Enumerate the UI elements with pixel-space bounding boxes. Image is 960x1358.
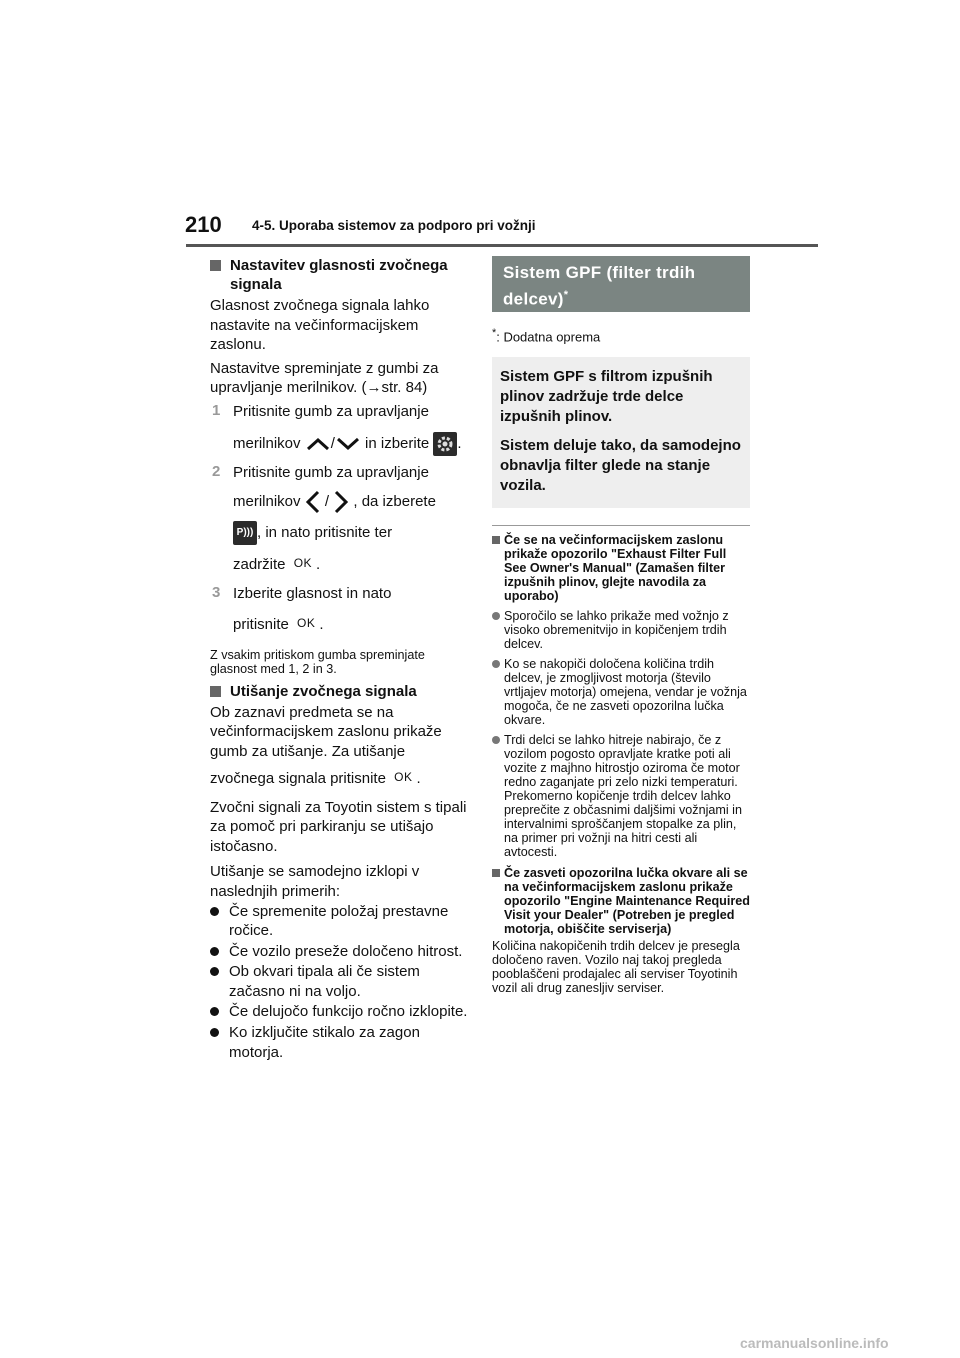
heading-volume: Nastavitev glasnosti zvočnega signala: [210, 256, 468, 294]
paragraph: Ob zaznavi predmeta se na večinformacijskem zaslonu prikaže gumb za utišanje. Za utišanje: [210, 703, 442, 760]
list-item: Če vozilo preseže določeno hitrost.: [210, 942, 468, 962]
footnote: *: Dodatna oprema: [492, 327, 601, 345]
chevron-left-icon: [305, 490, 321, 514]
square-bullet-icon: [210, 686, 221, 697]
ok-button-icon: OK: [297, 615, 316, 630]
header-rule: [186, 244, 818, 247]
right-column: [492, 256, 750, 995]
parking-sensor-icon: P))): [233, 521, 257, 545]
list-item: Če spremenite položaj prestavne ročice.: [210, 902, 468, 941]
section-banner: Sistem GPF (filter trdih delcev)*: [492, 256, 750, 312]
paragraph: Zvočni signali za Toyotin sistem s tipali za pomoč pri parkiranju se utišajo istočasno.: [210, 798, 467, 855]
list-item: Sporočilo se lahko prikaže med vožnjo z visoko obremenitvijo in kopičenjem trdih delcev.: [492, 609, 750, 651]
page-number: 210: [185, 212, 222, 237]
ok-button-icon: OK: [293, 556, 313, 571]
step-2: 2 Pritisnite gumb za upravljanje merilnikov / , da izberete P))) , in nato pritisnite ter zadržite OK .: [212, 462, 436, 574]
paragraph: Glasnost zvočnega signala lahko nastavite na večinformacijskem zaslonu.: [210, 297, 430, 354]
list-item: Ob okvari tipala ali če sistem začasno ni na voljo.: [210, 962, 468, 1001]
gear-icon: [433, 432, 457, 456]
paragraph: Utišanje se samodejno izklopi v naslednjih primerih:: [210, 863, 420, 900]
list-item: Če delujočo funkcijo ročno izklopite.: [210, 1002, 468, 1022]
list-item: Ko se nakopiči določena količina trdih delcev, je zmogljivost motorja (število vrtljajev motorja) omejena, vendar je vožnja mogoča, če ne zasveti opozorilna lučka okvare.: [492, 657, 750, 727]
watermark: carmanualsonline.info: [740, 1335, 889, 1351]
list-item: Ko izključite stikalo za zagon motorja.: [210, 1023, 468, 1062]
step-3: 3 Izberite glasnost in nato pritisnite OK .: [212, 584, 392, 633]
left-column: Nastavitev glasnosti zvočnega signala Glasnost zvočnega signala lahko nastavite na večinformacijskem zaslonu. Nastavitve spreminjate z gumbi za upravljanje merilnikov. (→str. 84) 1 Pritisnite gumb za upravljanje merilnikov / in izberite . 2 Pritisnite gumb za upravljanje merilnikov / , da izberete P))) , in nato pritisnite ter zadržite OK . 3 Izberite glasnost in nato pritisnite OK . Z vsakim pritiskom gumba spreminjate glasnost med 1, 2 in 3. Utišanje zvočnega signala Ob zaznavi predmeta se na večinformacijskem zaslonu prikaže gumb za utišanje. Za utišanje zvočnega signala pritisnite OK . Zvočni signali za Toyotin sistem s tipali za pomoč pri parkiranju se utišajo istočasno. Utišanje se samodejno izklopi v naslednjih primerih: Če spremenite položaj prestavne ročice. Če vozilo preseže določeno hitrost. Ob okvari tipala ali če sistem začasno ni na voljo. Če delujočo funkcijo ročno izklopite. Ko izključite stikalo za zagon motorja.: [210, 257, 468, 1061]
small-note: Z vsakim pritiskom gumba spreminjate glasnost med 1, 2 in 3.: [210, 647, 425, 676]
section-title: 4-5. Uporaba sistemov za podporo pri vožnji: [252, 218, 536, 233]
chevron-right-icon: [333, 490, 349, 514]
chevron-up-icon: [305, 437, 331, 451]
paragraph: Količina nakopičenih trdih delcev je presegla določeno raven. Vozilo naj takoj pregleda pooblaščeni prodajalec ali serviser Toyotinih vozil ali drug zanesljiv serviser.: [492, 939, 740, 996]
square-bullet-icon: [210, 260, 221, 271]
paragraph: Nastavitve spreminjate z gumbi za upravljanje merilnikov. (→str. 84): [210, 359, 439, 397]
heading-engine-warning: Če zasveti opozorilna lučka okvare ali se na večinformacijskem zaslonu prikaže opozorilo "Engine Maintenance Required Visit your Dealer" (Potreben je pregled motorja, obiščite serviserja): [492, 866, 750, 936]
ok-button-icon: OK: [394, 769, 413, 784]
square-bullet-icon: [492, 536, 500, 544]
list-item: Trdi delci se lahko hitreje nabirajo, če z vozilom pogosto opravljate kratke poti ali vozite z majhno hitrostjo oziroma če motor redno zaganjate pri zelo nizki temperaturi. Prekomerno kopičenje trdih delcev lahko preprečite z občasnimi daljšimi vožnjami in intervalnimi sproščanjem stopalke za plin, na primer pri vožnji na hitri cesti ali avtocesti.: [492, 733, 750, 859]
heading-mute: Utišanje zvočnega signala: [210, 682, 468, 701]
chevron-down-icon: [335, 437, 361, 451]
summary-box: Sistem GPF s filtrom izpušnih plinov zadržuje trde delce izpušnih plinov. Sistem deluje tako, da samodejno obnavlja filter glede na stanje vozila.: [492, 357, 750, 508]
square-bullet-icon: [492, 869, 500, 877]
divider: [492, 525, 750, 526]
step-1: 1 Pritisnite gumb za upravljanje merilnikov / in izberite .: [210, 402, 468, 459]
heading-exhaust-warning: Če se na večinformacijskem zaslonu prikaže opozorilo "Exhaust Filter Full See Owner's Manual" (Zamašen filter izpušnih plinov, glejte navodila za uporabo): [492, 533, 750, 603]
